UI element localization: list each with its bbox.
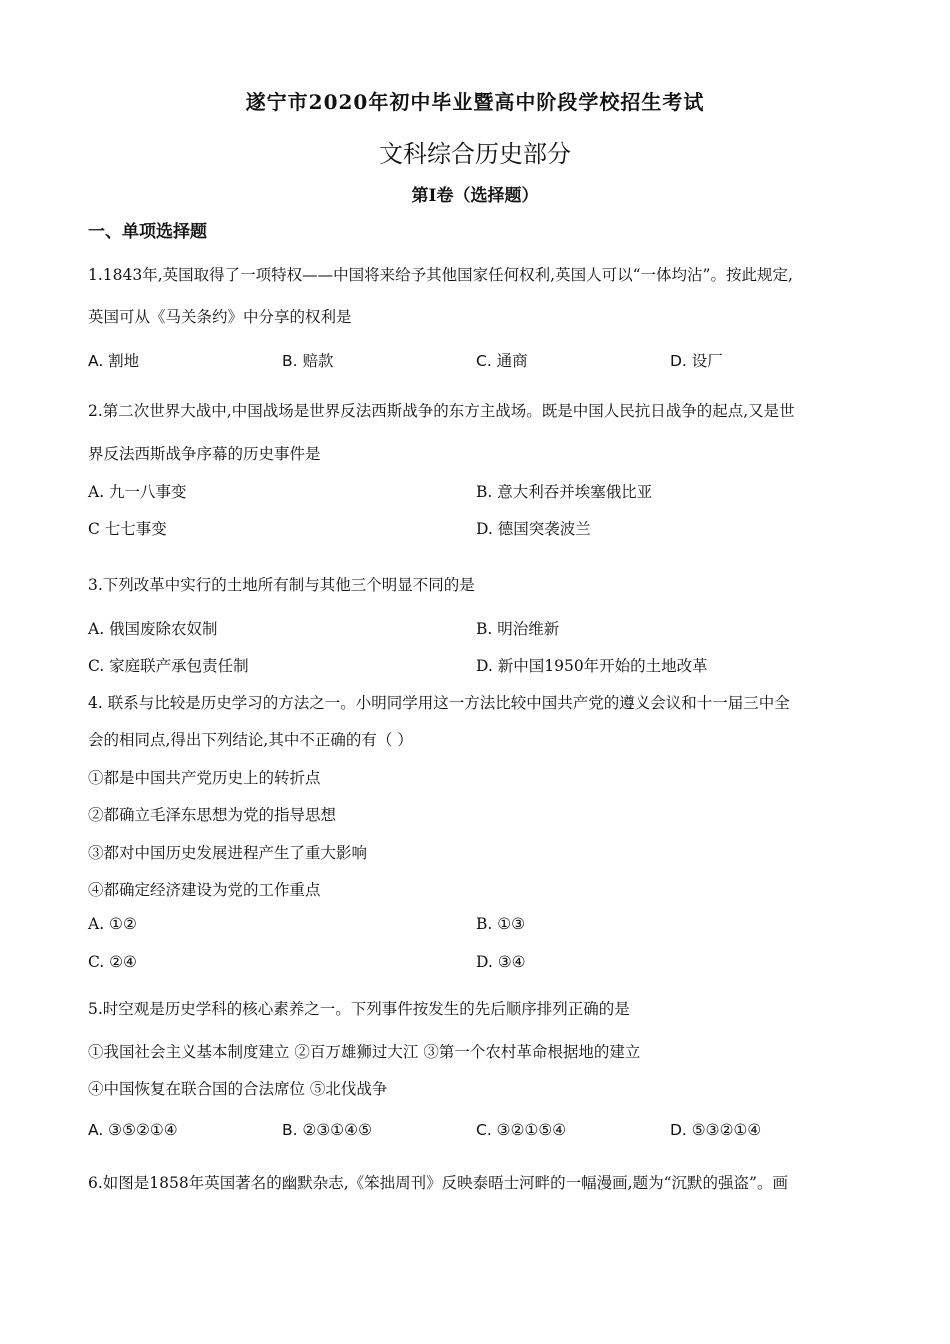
q5-line1: 5.时空观是历史学科的核心素养之一。下列事件按发生的先后顺序排列正确的是: [88, 1000, 630, 1018]
q3-option-b[interactable]: B. 明治维新: [476, 620, 560, 638]
q5-option-b[interactable]: B. ②③①④⑤: [282, 1121, 372, 1139]
q1-line1: 1.1843年,英国取得了一项特权——中国将来给予其他国家任何权利,英国人可以“一体均沾”。按此规定,: [88, 266, 793, 284]
q4-line1: 4. 联系与比较是历史学习的方法之一。小明同学用这一方法比较中国共产党的遵义会议和十一届三中全: [88, 694, 790, 712]
q3-option-d[interactable]: D. 新中国1950年开始的土地改革: [476, 657, 708, 675]
q2-option-d[interactable]: D. 德国突袭波兰: [476, 520, 591, 538]
q4-statement-2: ②都确立毛泽东思想为党的指导思想: [88, 806, 337, 824]
q2-line1: 2.第二次世界大战中,中国战场是世界反法西斯战争的东方主战场。既是中国人民抗日战争的起点,又是世: [88, 402, 795, 420]
q2-option-a[interactable]: A. 九一八事变: [88, 483, 187, 501]
q6-line1: 6.如图是1858年英国著名的幽默杂志,《笨拙周刊》反映泰晤士河畔的一幅漫画,题为“沉默的强盗”。画: [88, 1174, 788, 1192]
exam-title: 遂宁市2020年初中毕业暨高中阶段学校招生考试: [245, 90, 705, 114]
q1-option-b[interactable]: B. 赔款: [282, 352, 334, 370]
q5-option-c[interactable]: C. ③②①⑤④: [476, 1121, 567, 1139]
q4-option-d[interactable]: D. ③④: [476, 953, 526, 971]
q4-option-a[interactable]: A. ①②: [88, 915, 137, 933]
q4-option-b[interactable]: B. ①③: [476, 915, 526, 933]
q4-option-c[interactable]: C. ②④: [88, 953, 137, 971]
q5-option-d[interactable]: D. ⑤③②①④: [670, 1121, 762, 1139]
subject-title: 文科综合历史部分: [379, 140, 571, 168]
q2-option-c[interactable]: C 七七事变: [88, 520, 167, 538]
q4-statement-3: ③都对中国历史发展进程产生了重大影响: [88, 844, 368, 862]
q1-option-d[interactable]: D. 设厂: [670, 352, 723, 370]
q3-line1: 3.下列改革中实行的土地所有制与其他三个明显不同的是: [88, 576, 475, 594]
q2-option-b[interactable]: B. 意大利吞并埃塞俄比亚: [476, 483, 653, 501]
q1-option-c[interactable]: C. 通商: [476, 352, 528, 370]
q3-option-a[interactable]: A. 俄国废除农奴制: [88, 620, 218, 638]
volume-title: 第Ⅰ卷（选择题）: [411, 186, 539, 206]
q5-option-a[interactable]: A. ③⑤②①④: [88, 1121, 178, 1139]
q4-statement-4: ④都确定经济建设为党的工作重点: [88, 881, 321, 899]
q3-option-c[interactable]: C. 家庭联产承包责任制: [88, 657, 249, 675]
q4-line2: 会的相同点,得出下列结论,其中不正确的有（ ）: [88, 731, 413, 749]
q4-statement-1: ①都是中国共产党历史上的转折点: [88, 769, 321, 787]
q5-events-1: ①我国社会主义基本制度建立 ②百万雄狮过大江 ③第一个农村革命根据地的建立: [88, 1043, 641, 1061]
q5-events-2: ④中国恢复在联合国的合法席位 ⑤北伐战争: [88, 1080, 388, 1098]
q1-option-a[interactable]: A. 割地: [88, 352, 140, 370]
q1-line2: 英国可从《马关条约》中分享的权利是: [88, 308, 352, 326]
q2-line2: 界反法西斯战争序幕的历史事件是: [88, 445, 321, 463]
section-heading: 一、单项选择题: [88, 222, 207, 242]
